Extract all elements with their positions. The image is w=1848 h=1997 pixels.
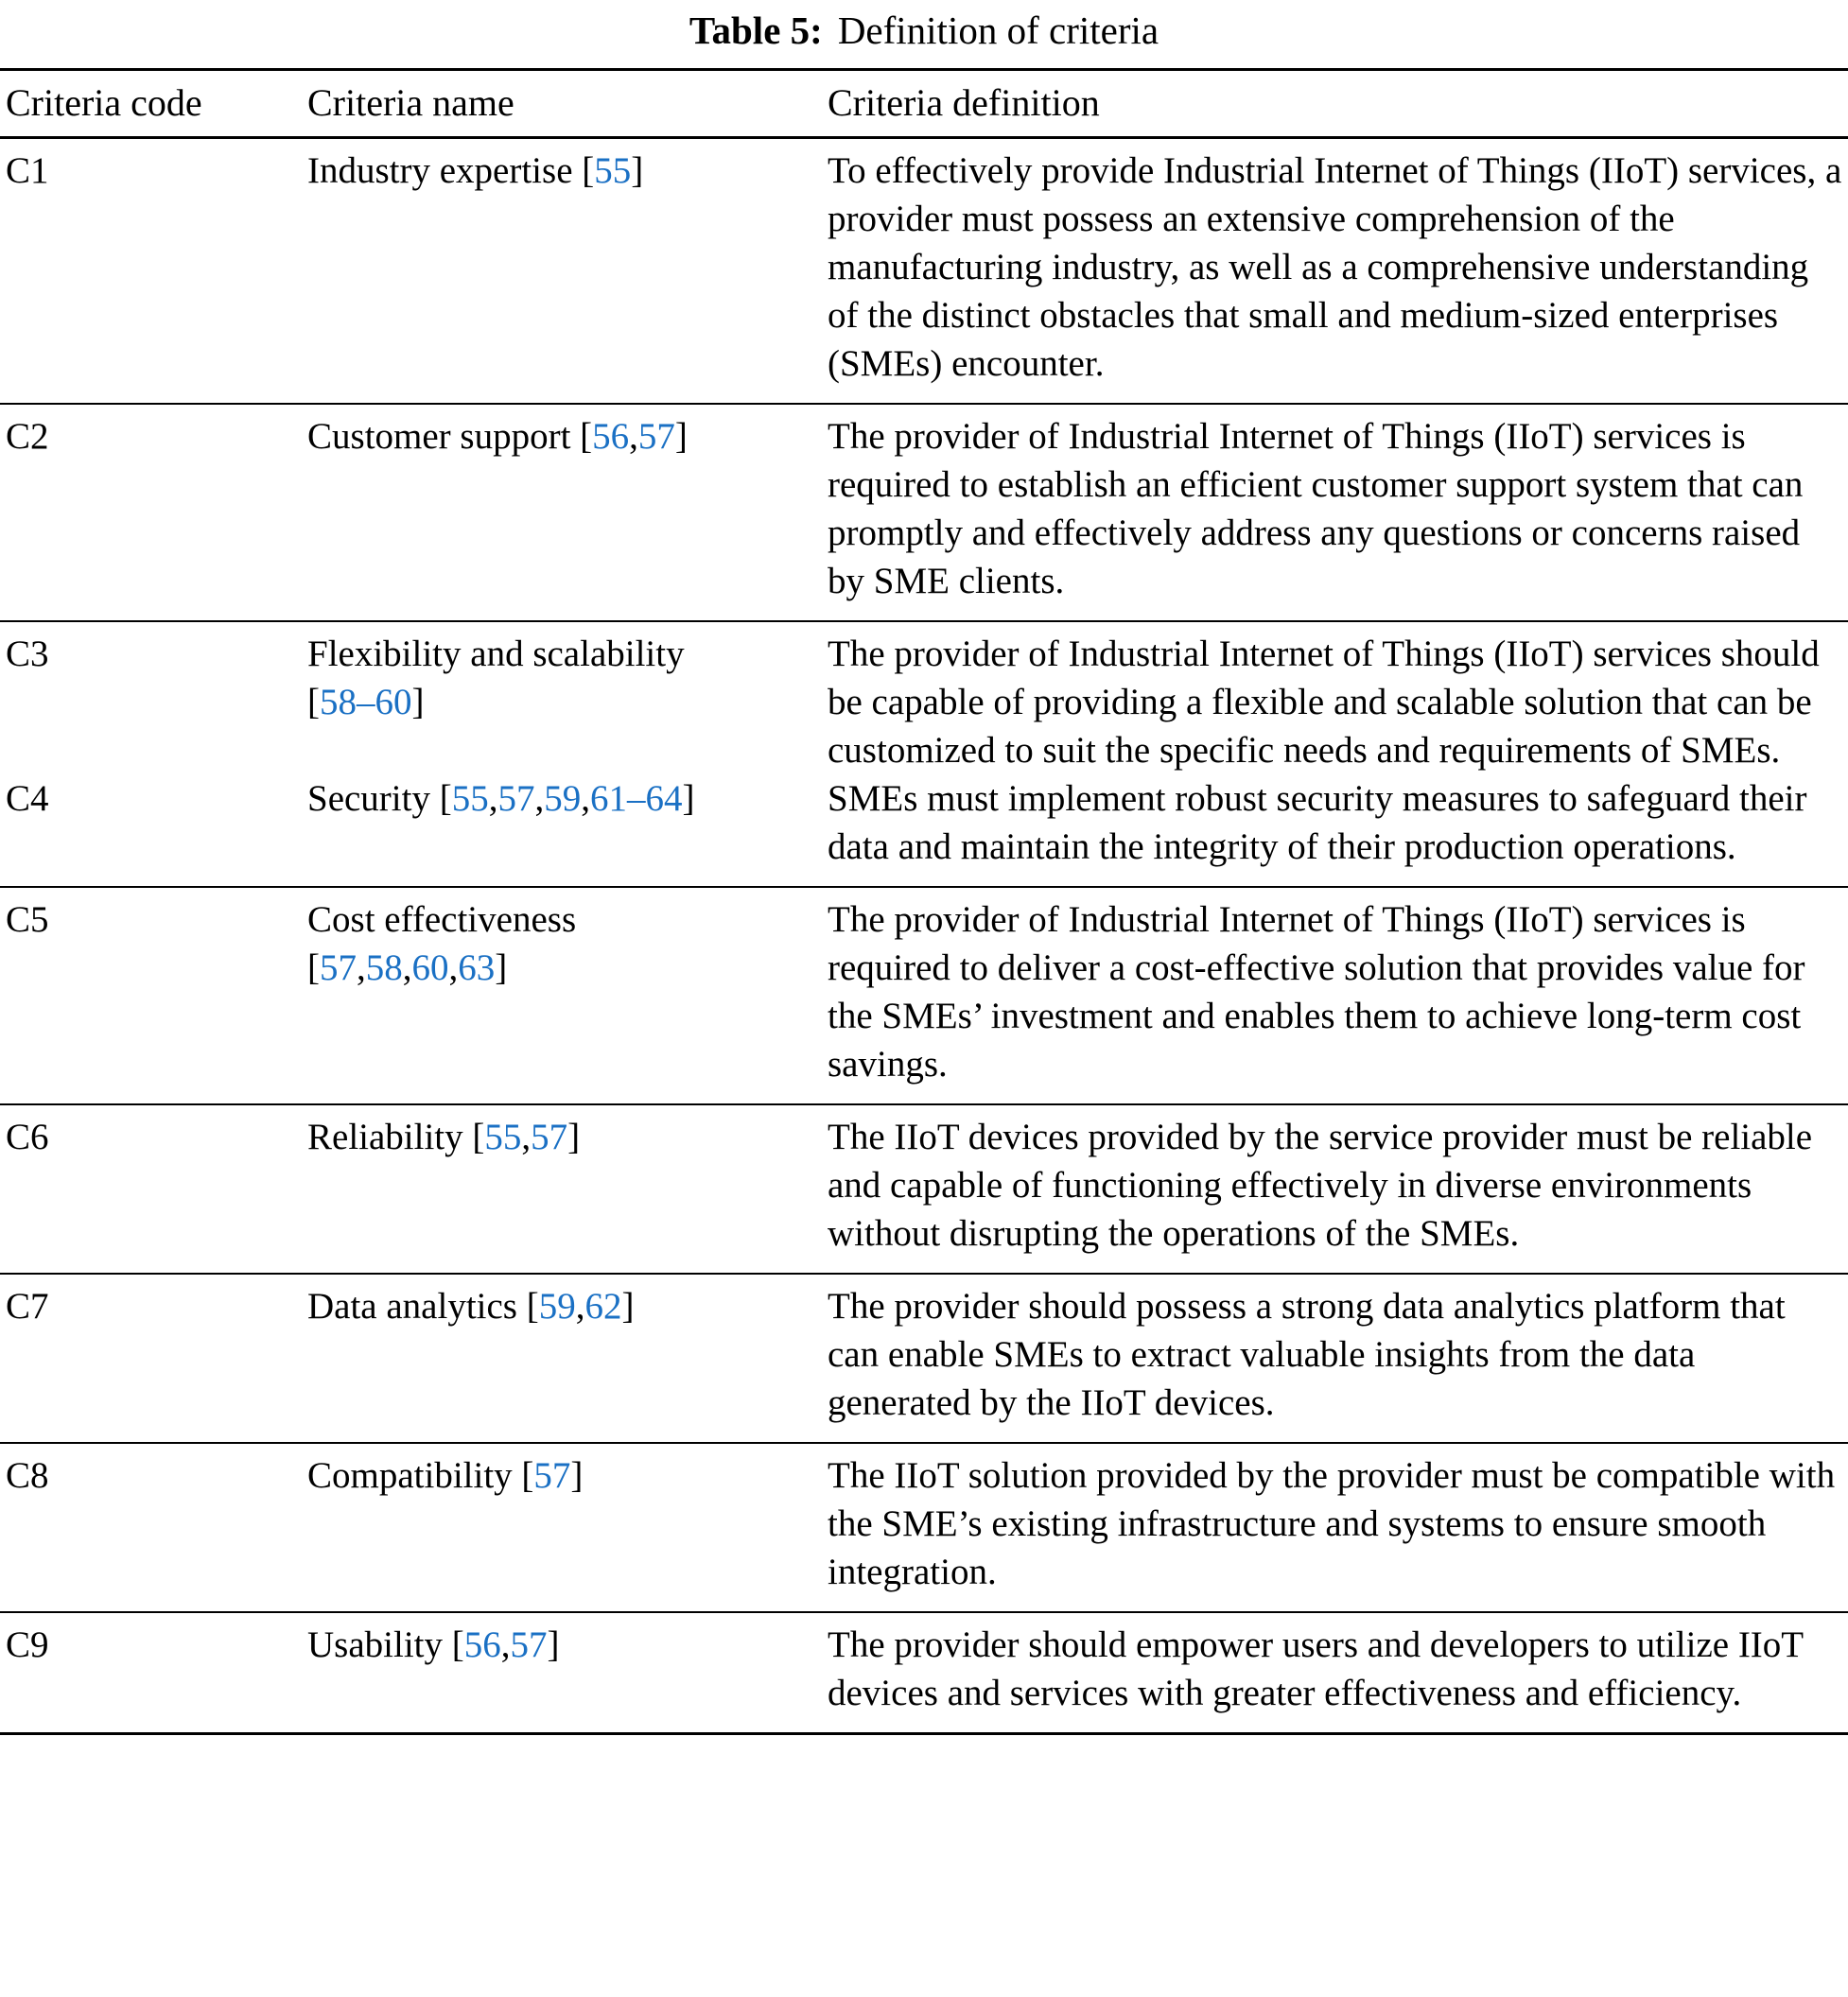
criteria-code-cell: C9 (6, 1624, 49, 1665)
criteria-name-cell (307, 1612, 828, 1734)
table-row (0, 1104, 1848, 1274)
table-row (0, 774, 1848, 887)
criteria-definition-cell: To effectively provide Industrial Internet of Things (IIoT) services, a provider must possess an extensive comprehension of the manufacturing industry, as well as a comprehensive understanding of the distinct obstacles that small and medium-sized enterprises (SMEs) encounter. (828, 150, 1842, 384)
table-caption-label: Table 5: (689, 9, 823, 52)
table-row (0, 621, 1848, 774)
citation-ref[interactable]: 55 (451, 778, 489, 819)
citation-ref[interactable]: 56 (592, 416, 630, 457)
criteria-name-text: , (521, 1117, 532, 1157)
citation-ref[interactable]: 57 (533, 1455, 571, 1496)
criteria-code-cell: C1 (6, 150, 49, 191)
header-row (0, 70, 1848, 138)
criteria-name-text: [ (307, 947, 320, 988)
citation-ref[interactable]: 57 (637, 416, 675, 457)
criteria-definition-cell: The IIoT solution provided by the provider must be compatible with the SME’s existing infrastructure and systems to ensure smooth integration. (828, 1455, 1836, 1592)
table-row (0, 887, 1848, 1104)
citation-ref[interactable]: 56 (463, 1624, 501, 1665)
criteria-name-text: [ (307, 682, 320, 722)
citation-ref[interactable]: 57 (531, 1117, 568, 1157)
criteria-name-text: Compatibility [ (307, 1455, 534, 1496)
criteria-name-text: Cost effectiveness (307, 899, 577, 940)
criteria-name-text: ] (411, 682, 425, 722)
criteria-definition-cell: The provider should empower users and developers to utilize IIoT devices and services with greater effectiveness and efficiency. (828, 1624, 1804, 1713)
criteria-name-text: ] (621, 1286, 635, 1327)
criteria-name-text: Flexibility and scalability (307, 634, 685, 674)
criteria-code-cell: C8 (6, 1455, 49, 1496)
criteria-code-cell: C2 (6, 416, 49, 457)
column-header-criteria-definition: Criteria definition (828, 81, 1100, 124)
criteria-definition-table (0, 68, 1848, 1735)
citation-ref[interactable]: 55 (484, 1117, 522, 1157)
criteria-name-text: ] (570, 1455, 584, 1496)
criteria-definition-cell: The provider of Industrial Internet of Things (IIoT) services is required to deliver a cost-effective solution that provides value for the SMEs’ investment and enables them to achieve long-term cost savings. (828, 899, 1805, 1085)
criteria-code-cell: C5 (6, 899, 49, 940)
table-row (0, 138, 1848, 405)
citation-ref[interactable]: 55 (594, 150, 632, 191)
citation-ref[interactable]: 58 (365, 947, 403, 988)
criteria-name-text: , (581, 778, 590, 819)
criteria-name-text: ] (547, 1624, 560, 1665)
criteria-name-cell (307, 621, 828, 774)
criteria-name-text: ] (674, 416, 688, 457)
criteria-name-text: Data analytics [ (307, 1286, 539, 1327)
criteria-name-text: ] (682, 778, 695, 819)
criteria-name-text: , (575, 1286, 585, 1327)
table-row (0, 1443, 1848, 1612)
citation-ref[interactable]: 57 (497, 778, 535, 819)
criteria-name-cell (307, 138, 828, 405)
criteria-name-cell (307, 1443, 828, 1612)
citation-ref[interactable]: 63 (458, 947, 496, 988)
criteria-definition-cell: The provider should possess a strong data analytics platform that can enable SMEs to extract valuable insights from the data generated by the IIoT devices. (828, 1286, 1786, 1423)
citation-ref[interactable]: 59 (538, 1286, 576, 1327)
citation-ref[interactable]: 60 (411, 947, 449, 988)
criteria-code-cell: C6 (6, 1117, 49, 1157)
criteria-name-text: , (357, 947, 366, 988)
table-caption (0, 6, 1848, 68)
criteria-name-text: , (629, 416, 638, 457)
citation-ref[interactable]: 62 (584, 1286, 622, 1327)
column-header-criteria-name: Criteria name (307, 81, 514, 124)
criteria-name-cell (307, 887, 828, 1104)
citation-ref[interactable]: 57 (510, 1624, 548, 1665)
criteria-name-text: , (534, 778, 545, 819)
criteria-name-text: ] (567, 1117, 581, 1157)
column-header-criteria-code: Criteria code (6, 81, 202, 124)
criteria-name-text: Security [ (307, 778, 452, 819)
table-row (0, 404, 1848, 621)
criteria-definition-cell: SMEs must implement robust security measures to safeguard their data and maintain the integrity of their production operations. (828, 778, 1807, 867)
criteria-definition-cell: The provider of Industrial Internet of Things (IIoT) services should be capable of providing a flexible and scalable solution that can be customized to suit the specific needs and requirements of SMEs. (828, 634, 1820, 771)
criteria-name-text: Customer support [ (307, 416, 593, 457)
criteria-name-text: Usability [ (307, 1624, 464, 1665)
criteria-name-text: , (488, 778, 498, 819)
table-caption-text: Definition of criteria (837, 9, 1159, 52)
criteria-name-text: Reliability [ (307, 1117, 485, 1157)
criteria-name-text: ] (631, 150, 644, 191)
citation-ref[interactable]: 61–64 (589, 778, 683, 819)
criteria-definition-cell: The provider of Industrial Internet of Things (IIoT) services is required to establish an efficient customer support system that can promptly and effectively address any questions or concerns raised by SME clients. (828, 416, 1804, 601)
criteria-code-cell: C3 (6, 634, 49, 674)
criteria-name-text: , (500, 1624, 511, 1665)
criteria-name-cell (307, 774, 828, 887)
criteria-name-text: Industry expertise [ (307, 150, 595, 191)
criteria-name-text: , (402, 947, 412, 988)
criteria-name-cell (307, 1274, 828, 1443)
citation-ref[interactable]: 58–60 (320, 682, 412, 722)
citation-ref[interactable]: 57 (320, 947, 357, 988)
table-row (0, 1612, 1848, 1734)
criteria-name-text: ] (495, 947, 508, 988)
criteria-name-text: , (448, 947, 459, 988)
criteria-code-cell: C4 (6, 778, 49, 819)
criteria-name-cell (307, 1104, 828, 1274)
criteria-definition-cell: The IIoT devices provided by the service provider must be reliable and capable of functioning effectively in diverse environments without disrupting the operations of the SMEs. (828, 1117, 1813, 1254)
table-row (0, 1274, 1848, 1443)
criteria-code-cell: C7 (6, 1286, 49, 1327)
criteria-name-cell (307, 404, 828, 621)
citation-ref[interactable]: 59 (544, 778, 582, 819)
